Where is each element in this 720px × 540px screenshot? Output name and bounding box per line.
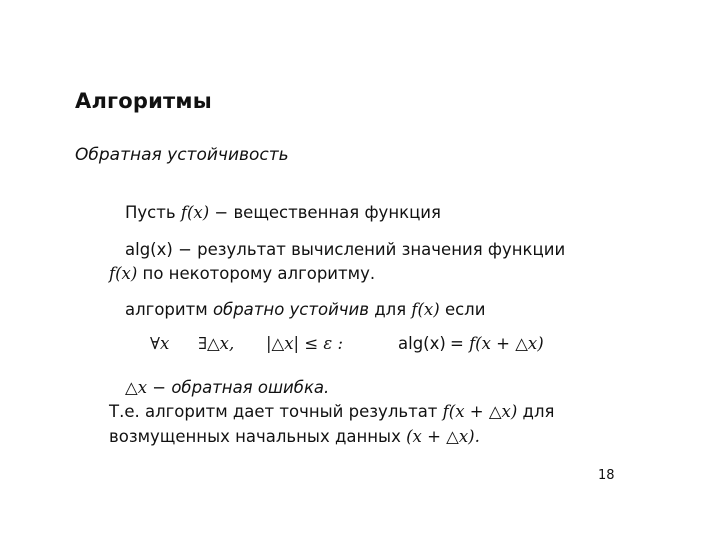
line-text: − вещественная функция <box>214 203 441 222</box>
line-text: Пусть <box>125 203 176 222</box>
slide-subtitle: Обратная устойчивость <box>75 145 289 165</box>
backward-error-line <box>125 378 329 397</box>
result-line-continued <box>109 264 375 283</box>
math-expression: f(x) <box>180 203 210 222</box>
line-text: возмущенных начальных данных <box>109 427 401 446</box>
line-text: − результат вычислений значения функции <box>178 240 566 259</box>
formula-alg: alg(x) <box>398 334 446 353</box>
explanation-line-continued <box>109 427 480 446</box>
line-text: если <box>444 300 486 319</box>
math-expression: f(x) <box>411 300 440 319</box>
emphasis-term: обратно устойчив <box>212 300 369 319</box>
slide-title: Алгоритмы <box>75 89 212 113</box>
line-text: для <box>522 402 555 421</box>
stability-definition-line <box>125 300 485 319</box>
math-expression: f(x + △x) <box>442 402 518 421</box>
formula-bound: |△x| ≤ ε : <box>266 334 344 353</box>
line-text: алгоритм <box>125 300 208 319</box>
line-text: Т.е. алгоритм дает точный результат <box>109 402 438 421</box>
page-number: 18 <box>598 468 615 483</box>
algo-expression: alg(x) <box>125 240 173 259</box>
line-text: для <box>374 300 407 319</box>
formula-forall: ∀x <box>150 334 170 353</box>
line-text: − обратная ошибка. <box>152 378 330 397</box>
formula-equation: = f(x + △x) <box>450 334 544 353</box>
math-expression: △x <box>125 378 147 397</box>
math-expression: (x + △x). <box>406 427 480 446</box>
definition-line <box>125 203 441 222</box>
line-text: по некоторому алгоритму. <box>142 264 376 283</box>
explanation-line <box>109 402 554 421</box>
result-line <box>125 240 565 259</box>
formula-exists: ∃△x, <box>198 334 235 353</box>
math-expression: f(x) <box>109 264 138 283</box>
